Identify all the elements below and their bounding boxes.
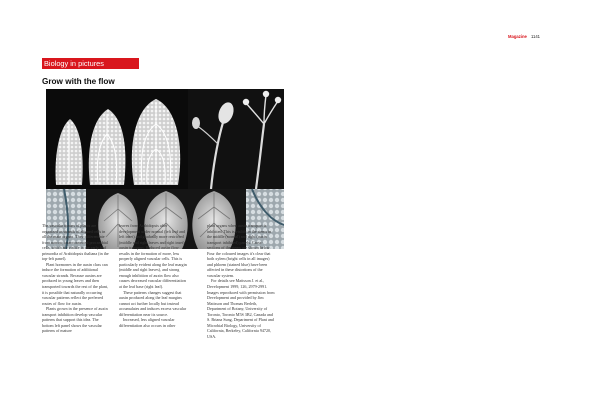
text-column-2 bbox=[119, 223, 187, 328]
text-column-3 bbox=[207, 223, 275, 339]
stem-panel bbox=[188, 89, 284, 189]
text-column-1 bbox=[42, 223, 110, 334]
paragraph: The vascular tissues of plants are organized as strands of aligned cells in all the main organs. They differentiate from narrow, interconnected procambial cells, which are visible in the early leaf primordia of Arabidopsis thaliana (in the top-left panel). bbox=[42, 223, 109, 262]
paragraph: Plant hormones in the auxin class can induce the formation of additional vascular strands. Because auxins are produced in young leaves and then transported towards the rest of the plant, it is possible that naturally occurring vascular patterns reflect the preferred routes of flow for auxin. bbox=[42, 261, 109, 306]
paragraph: plant organs when auxin transport is inhibited. This is visible in the stems in the middle (normal) and right (auxin transport inhibited) panels. Cross-sections of the stems are shown below. Four the coloured images it's clear that both xylem (bright cells in all images) and phloem (stained blue) have been affected in these distortions of the vascular system. bbox=[207, 223, 272, 278]
paragraph: Increased, less aligned vascular differentiation also occurs in other bbox=[119, 317, 176, 328]
paragraph: Plants grown in the presence of auxin transport inhibition develop vascular patterns that support this idea. The bottom left panel shows the vascular patterns of mature bbox=[42, 306, 108, 334]
magazine-label: Magazine bbox=[508, 34, 527, 39]
section-label: Biology in pictures bbox=[42, 58, 139, 69]
paragraph: For details see Mattsson J. et al., Development 1999, 126, 2979-2991. Images reproduced with permission from Development and provided by Jim Mattsson and Thomas Berleth, Department of Botany, University of Toronto, Toronto M5S 3B2, Canada and S. Briana Sung, Department of Plant and Microbial Biology, University of California, Berkeley, California 94720, USA. bbox=[207, 278, 275, 339]
paragraph: These patterns changes suggest that auxin produced along the leaf margins cannot act further locally but instead accumulates and induces excess vascular differentiation near its source. bbox=[119, 289, 187, 317]
article-title: Grow with the flow bbox=[42, 77, 115, 86]
paragraph: leaves from Arabidopsis after development under normal (left leaf and left inset) and gradually more restricted (middle and right leaves and right inset) auxin transport. Reduced auxin flow results in the formation of more, less properly aligned vascular cells. This is particularly evident along the leaf margin (middle and right leaves), and strong enough inhibition of auxin flow also causes decreased vascular differentiation at the leaf base (right leaf). bbox=[119, 223, 187, 290]
page-number: 1141 bbox=[531, 34, 541, 39]
